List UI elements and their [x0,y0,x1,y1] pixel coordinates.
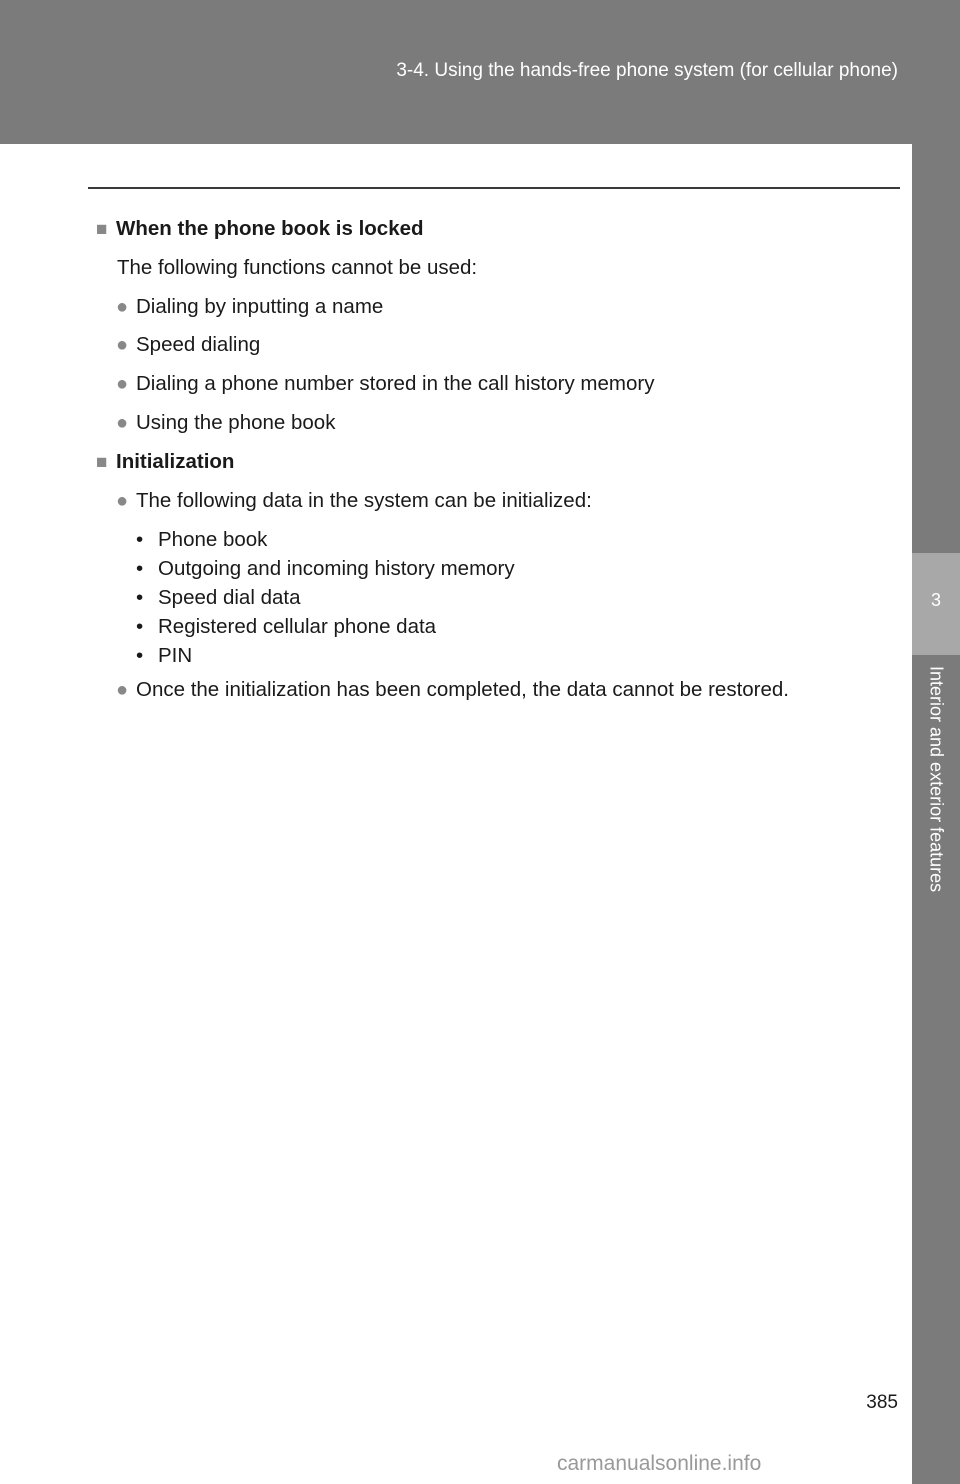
section-heading: ■ When the phone book is locked [96,217,424,240]
list-item: ● Using the phone book [116,411,336,434]
circle-bullet-icon: ● [116,296,129,318]
sub-list-item: • PIN [136,644,193,667]
list-item: ● Speed dialing [116,333,261,356]
circle-bullet-icon: ● [116,490,129,512]
sub-list-item: • Registered cellular phone data [136,615,437,638]
page-number: 385 [866,1392,898,1413]
chapter-title: Interior and exterior features [926,666,947,893]
sub-list-item: • Outgoing and incoming history memory [136,557,515,580]
square-bullet-icon: ■ [96,219,108,240]
dot-bullet-icon: • [136,557,144,580]
header-title: 3-4. Using the hands-free phone system (for cellular phone) [396,60,898,81]
list-item: ● Dialing by inputting a name [116,295,384,318]
sub-list-item: • Speed dial data [136,586,301,609]
dot-bullet-icon: • [136,528,144,551]
circle-bullet-icon: ● [116,679,129,701]
list-item: ● Once the initialization has been completed, the data cannot be restored. [116,678,790,701]
chapter-number: 3 [930,590,941,610]
list-item: ● Dialing a phone number stored in the call history memory [116,372,655,395]
section-intro: The following functions cannot be used: [117,256,478,279]
circle-bullet-icon: ● [116,373,129,395]
circle-bullet-icon: ● [116,334,129,356]
dot-bullet-icon: • [136,586,144,609]
dot-bullet-icon: • [136,644,144,667]
square-bullet-icon: ■ [96,452,108,473]
list-item: ● The following data in the system can be initialized: [116,489,592,512]
section-heading: ■ Initialization [96,450,235,473]
watermark-text[interactable]: carmanualsonline.info [557,1452,762,1475]
circle-bullet-icon: ● [116,412,129,434]
sub-list-item: • Phone book [136,528,268,551]
dot-bullet-icon: • [136,615,144,638]
